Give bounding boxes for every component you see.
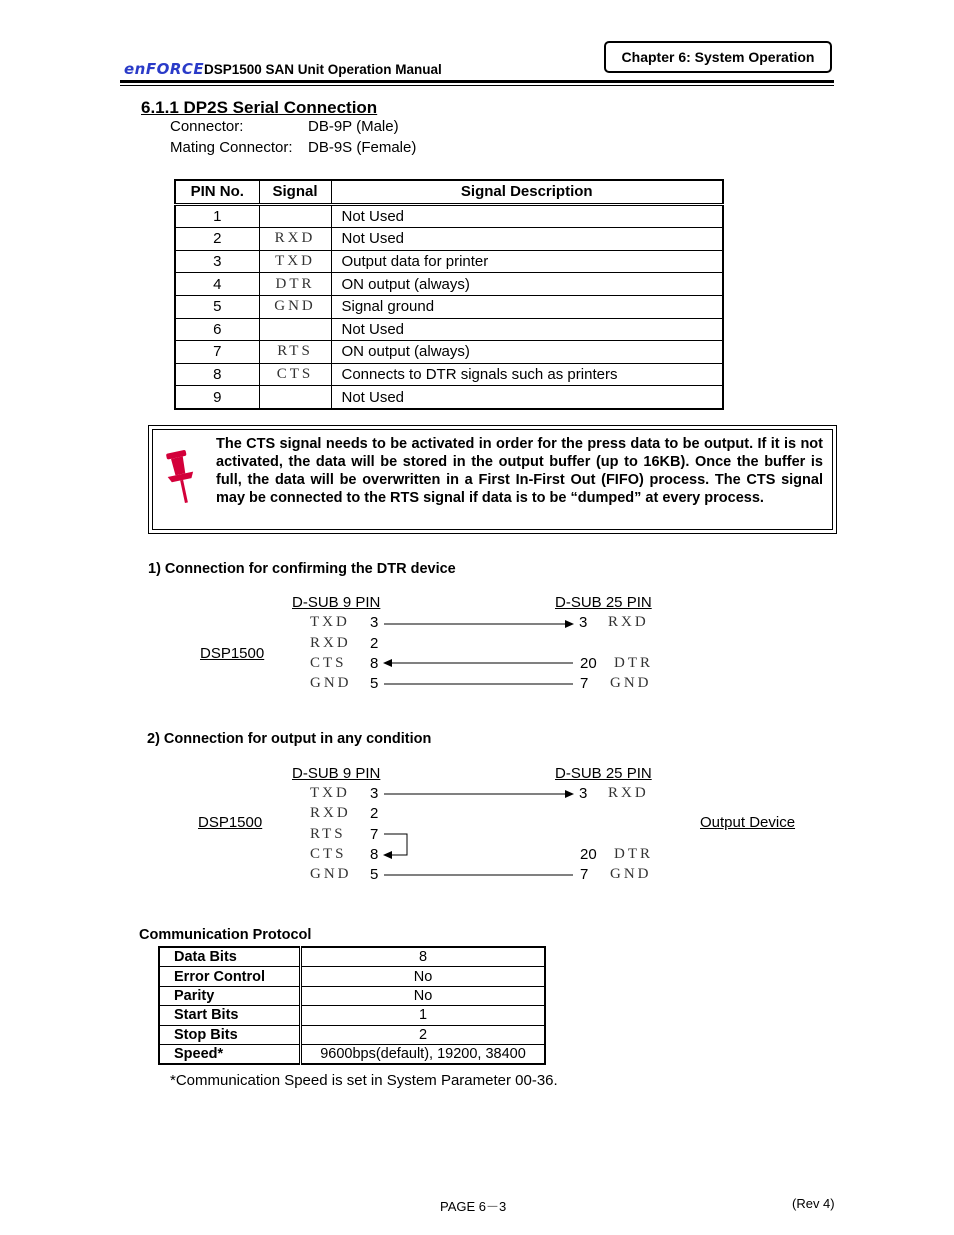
diagram2-title: 2) Connection for output in any condition — [147, 731, 432, 747]
arrowhead-left-icon — [383, 659, 392, 667]
mating-connector-label: Mating Connector: — [170, 139, 293, 156]
dsub9-header: D-SUB 9 PIN — [292, 765, 381, 782]
signal-description: ON output (always) — [331, 273, 723, 296]
protocol-key: Stop Bits — [159, 1025, 301, 1044]
pin-table — [174, 179, 724, 410]
output-device-label: Output Device — [700, 814, 796, 831]
pin-number: 6 — [175, 318, 259, 341]
pin-number: 8 — [175, 363, 259, 386]
table-row — [159, 1044, 545, 1064]
pin-number: 7 — [580, 675, 589, 692]
arrowhead-right-icon — [565, 790, 574, 798]
signal-description: Signal ground — [331, 295, 723, 318]
protocol-key: Parity — [159, 986, 301, 1005]
pushpin-icon — [163, 448, 201, 506]
header-rule — [120, 80, 834, 83]
diagram1-title: 1) Connection for confirming the DTR device — [148, 561, 456, 577]
document-title: DSP1500 SAN Unit Operation Manual — [204, 62, 442, 77]
signal-name: GND — [259, 295, 331, 318]
pin-number: 5 — [370, 866, 379, 883]
table-row — [159, 947, 545, 967]
dsp1500-label: DSP1500 — [198, 814, 263, 831]
signal-name: RXD — [310, 635, 351, 651]
table-row — [159, 967, 545, 986]
pin-number: 2 — [370, 635, 379, 652]
signal-name: CTS — [310, 655, 347, 671]
signal-name: GND — [310, 675, 352, 691]
protocol-value: 1 — [301, 1006, 546, 1025]
header-rule-thin — [120, 85, 834, 86]
signal-name: CTS — [310, 846, 347, 862]
signal-name: DTR — [259, 273, 331, 296]
signal-name — [259, 204, 331, 228]
protocol-value: 8 — [301, 947, 546, 967]
signal-name — [259, 386, 331, 409]
signal-name: TXD — [259, 250, 331, 273]
signal-description-header: Signal Description — [331, 180, 723, 204]
revision: (Rev 4) — [792, 1196, 835, 1211]
signal-header: Signal — [259, 180, 331, 204]
table-row — [175, 341, 723, 364]
chapter-label: Chapter 6: System Operation — [604, 41, 832, 73]
pin-number: 8 — [370, 846, 379, 863]
signal-name: RTS — [310, 826, 346, 842]
section-title: 6.1.1 DP2S Serial Connection — [141, 98, 378, 117]
table-row — [159, 986, 545, 1005]
table-row — [175, 363, 723, 386]
table-row — [175, 228, 723, 251]
pin-number: 3 — [579, 614, 588, 631]
pin-number: 7 — [580, 866, 589, 883]
table-row — [175, 318, 723, 341]
enforce-logo: enFORCE — [124, 60, 205, 78]
signal-description: Not Used — [331, 204, 723, 228]
protocol-value: No — [301, 967, 546, 986]
note-text: The CTS signal needs to be activated in order for the press data to be output. If it is not activated, the data will be stored in the output buffer (up to 16KB). Once the buffer is full, the data will be overwritten in a First In-First Out (FIFO) process. The CTS signal may be connected to the RTS signal if data is to be “dumped” at every process. — [216, 436, 823, 506]
protocol-key: Error Control — [159, 967, 301, 986]
pin-number: 2 — [370, 805, 379, 822]
protocol-table — [158, 946, 546, 1065]
signal-name: RXD — [259, 228, 331, 251]
table-row — [175, 250, 723, 273]
signal-name: GND — [310, 866, 352, 882]
table-row — [159, 1025, 545, 1044]
signal-name: GND — [610, 866, 652, 882]
connector-value: DB-9P (Male) — [308, 118, 399, 135]
pin-number: 9 — [175, 386, 259, 409]
signal-name: RXD — [608, 785, 649, 801]
signal-name: TXD — [310, 785, 350, 801]
signal-description: Not Used — [331, 386, 723, 409]
signal-description: ON output (always) — [331, 341, 723, 364]
pin-number: 3 — [175, 250, 259, 273]
dsub25-header: D-SUB 25 PIN — [555, 594, 652, 611]
pin-table-header — [175, 180, 723, 204]
signal-name — [259, 318, 331, 341]
signal-name: CTS — [259, 363, 331, 386]
dsub9-header: D-SUB 9 PIN — [292, 594, 381, 611]
arrowhead-left-icon — [383, 851, 392, 859]
protocol-key: Speed* — [159, 1044, 301, 1064]
arrowhead-right-icon — [565, 620, 574, 628]
protocol-key: Data Bits — [159, 947, 301, 967]
table-row — [175, 295, 723, 318]
dsub25-header: D-SUB 25 PIN — [555, 765, 652, 782]
pin-number: 5 — [370, 675, 379, 692]
signal-description: Not Used — [331, 228, 723, 251]
mating-connector-value: DB-9S (Female) — [308, 139, 417, 156]
signal-name: DTR — [614, 655, 653, 671]
signal-name: RTS — [259, 341, 331, 364]
signal-name: DTR — [614, 846, 653, 862]
pin-number: 4 — [175, 273, 259, 296]
pin-number: 5 — [175, 295, 259, 318]
pin-number: 8 — [370, 655, 379, 672]
table-row — [175, 273, 723, 296]
protocol-value: No — [301, 986, 546, 1005]
pin-number: 3 — [579, 785, 588, 802]
protocol-value: 9600bps(default), 19200, 38400 — [301, 1044, 546, 1064]
signal-description: Output data for printer — [331, 250, 723, 273]
pin-number: 2 — [175, 228, 259, 251]
pin-number: 20 — [580, 655, 597, 672]
protocol-title: Communication Protocol — [139, 927, 312, 943]
signal-name: TXD — [310, 614, 350, 630]
signal-name: RXD — [608, 614, 649, 630]
pin-number: 20 — [580, 846, 597, 863]
table-row — [175, 204, 723, 228]
protocol-footnote: *Communication Speed is set in System Parameter 00-36. — [170, 1072, 558, 1089]
pin-number: 1 — [175, 204, 259, 228]
protocol-key: Start Bits — [159, 1006, 301, 1025]
signal-name: RXD — [310, 805, 351, 821]
table-row — [175, 386, 723, 409]
pin-number: 3 — [370, 785, 379, 802]
pin-no-header: PIN No. — [175, 180, 259, 204]
rts-cts-loopback-wire — [384, 834, 407, 855]
protocol-value: 2 — [301, 1025, 546, 1044]
signal-name: GND — [610, 675, 652, 691]
connector-label: Connector: — [170, 118, 244, 135]
pin-number: 3 — [370, 614, 379, 631]
dsp1500-label: DSP1500 — [200, 645, 265, 662]
table-row — [159, 1006, 545, 1025]
signal-description: Not Used — [331, 318, 723, 341]
pin-number: 7 — [370, 826, 379, 843]
signal-description: Connects to DTR signals such as printers — [331, 363, 723, 386]
page-number: PAGE 6－3 — [440, 1199, 507, 1214]
pin-number: 7 — [175, 341, 259, 364]
